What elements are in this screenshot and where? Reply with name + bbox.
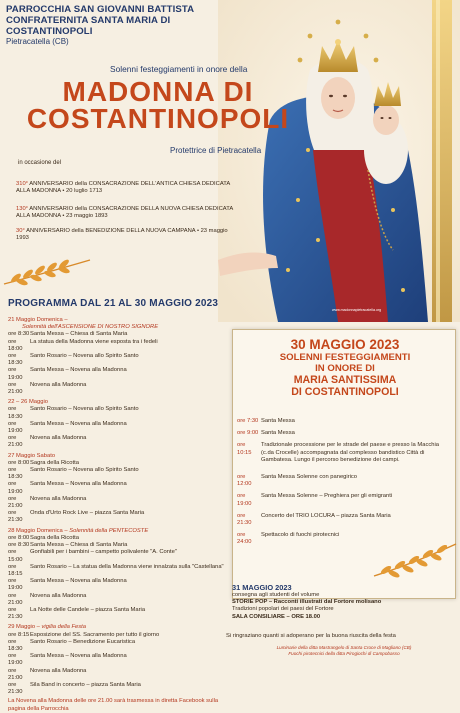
anniversary-item [16,228,236,242]
protectress-label: Protettrice di Pietracatella [170,146,262,155]
program-day [8,624,236,631]
program-day [8,453,236,460]
program-row: ore 21:00 Novena alla Madonna [8,381,87,396]
box-row: ore 21:30 Concerto del TRIO LOCURA – piazza Santa Maria [237,512,391,527]
box-row: ore 24:00 Spettacolo di fuochi pirotecnici [237,532,340,546]
laurel-branch-icon [372,540,458,580]
confraternity-name: CONFRATERNITA SANTA MARIA DI COSTANTINOPOLI [6,15,171,37]
anniversary-text: ANNIVERSARIO della BENEDIZIONE DELLA NUOVA CAMPANA [26,228,196,234]
day-label: 21 Maggio Domenica – [8,317,68,323]
town-name: Pietracatella (CB) [6,37,69,46]
thanks-note: Si ringraziano quanti si adoperano per la buona riuscita della festa [226,633,396,639]
program-row: ore 21:00 Novena alla Madonna [8,495,87,510]
program-day [8,399,236,406]
box-row: ore 7:30 Santa Messa [237,418,295,424]
madonna-statue-image [218,0,460,322]
website-label: www.madonnapietracatella.org [332,308,382,312]
main-title [18,78,298,132]
occasion-label: in occasione del [18,160,62,166]
program-row: ore 8:15 Esposizione del SS. Sacramento per tutto il giorno [8,631,160,638]
program-row: ore 18:30 Santo Rosario – Novena allo Spirito Santo [8,353,139,367]
program-day [8,317,236,331]
box-row: ore 12:00 Santa Messa Solenne con panegirico [237,474,358,488]
program-note: La Novena alla Madonna delle ore 21.00 sarà trasmessa in diretta Facebook sulla pagina della Parrocchia [8,698,219,712]
program-row: ore 21:30 La Notte delle Candele – piazza Santa Maria [8,606,146,621]
anniversary-number: 130° [16,206,28,212]
box-heading [233,337,457,398]
program-row: ore 21:30 Onda d'Urto Rock Live – piazza Santa Maria [8,510,145,524]
may-31-line: STORIE POP – Racconti illustrati dal Fortore molisano [232,599,382,606]
day-subtitle: vigilia della Festa [41,624,86,631]
box-schedule [237,418,453,552]
program-row: ore 18:30 Santo Rosario – Novena allo Spirito Santo [8,467,139,481]
box-line-1: SOLENNI FESTEGGIAMENTI [279,352,411,363]
title-line-2: COSTANTINOPOLI [26,103,290,134]
footer-credits [232,645,456,657]
program-row: ore 18:15 Santo Rosario – La statua della Madonna viene innalzata sulla "Castellana" [8,563,224,577]
program-row: ore 19:00 Santa Messa – Novena alla Madonna [8,367,127,381]
anniversary-date: • 20 luglio 1713 [62,188,103,194]
program-row: ore 19:00 Santa Messa – Novena alla Madonna [8,420,127,435]
may-31-line: consegna agli studenti del volume [232,592,320,598]
box-line-2: IN ONORE DI [315,363,375,374]
may-31-date: 31 MAGGIO 2023 [232,583,292,592]
may-31-section [232,583,452,621]
parish-name: PARROCCHIA SAN GIOVANNI BATTISTA [6,4,195,15]
program-row: ore 8:30 Santa Messa – Chiesa di Santa Maria [8,331,128,338]
program-row: ore 8:30 Santa Messa – Chiesa di Santa Maria [8,542,128,549]
may-31-line: SALA CONSILIARE – ORE 18.00 [232,613,321,620]
box-row: ore 9:00 Santa Messa [237,430,295,437]
program-row: ore 18:30 Santo Rosario – Novena allo Spirito Santo [8,406,139,420]
footer-line: Fuochi pirotecnici della ditta Pirogiochi di Campobasso [288,651,400,656]
box-date: 30 MAGGIO 2023 [290,337,400,352]
anniversary-date: • 23 maggio 1893 [62,213,108,219]
program-row: ore 21:00 Novena alla Madonna [8,667,87,681]
day-subtitle: Solennità dell'ASCENSIONE DI NOSTRO SIGNORE [22,324,159,331]
anniversary-number: 30° [16,228,25,234]
may-31-line: Tradizioni popolari dei paesi del Fortore [232,606,334,613]
anniversary-number: 310° [16,181,28,187]
anniversary-item [16,206,236,220]
program-row: ore 15:00 Gonfiabili per i bambini – campetto polivalente "A. Conte" [8,549,177,563]
program-day [8,528,236,535]
title-line-1: MADONNA DI [62,76,254,107]
laurel-branch-icon [2,254,92,288]
anniversary-text: ANNIVERSARIO della CONSACRAZIONE DELL'ANTICA CHIESA DEDICATA ALLA MADONNA [16,181,230,194]
day-label: 29 Maggio – [8,624,40,631]
anniversary-text: ANNIVERSARIO della CONSACRAZIONE DELLA NUOVA CHIESA DEDICATA ALLA MADONNA [16,206,233,219]
program-row: ore 19:00 Santa Messa – Novena alla Madonna [8,578,127,592]
program-row: ore 19:00 Santa Messa – Novena alla Madonna [8,653,127,667]
program-title: PROGRAMMA DAL 21 AL 30 MAGGIO 2023 [8,298,219,309]
program-row: ore 8:00 Sagra della Ricotta [8,534,79,541]
day-label: 27 Maggio Sabato [8,452,56,459]
anniversary-item [16,181,236,195]
madonna-statue-illustration [218,0,460,322]
program-list [8,314,236,713]
day-label: 22 – 26 Maggio [8,399,48,406]
program-row: ore 21:00 Novena alla Madonna [8,435,87,449]
day-subtitle: Solennità della PENTECOSTE [69,527,149,534]
box-line-3: MARIA SANTISSIMA [293,374,397,386]
anniversary-date: • 23 maggio 1993 [16,228,228,241]
footer-line: Luminarie della ditta Mastrangelo di Santa Croce di Magliano (CB) [276,645,412,650]
subtitle: Solenni festeggiamenti in onore della [110,64,248,74]
program-row: ore 8:00 Sagra della Ricotta [8,459,79,466]
program-row: ore 19:00 Santa Messa – Novena alla Madonna [8,481,127,495]
program-row: ore 18:00 La statua della Madonna viene esposta tra i fedeli [8,338,158,352]
box-row: ore 10:15 Tradizionale processione per le strade del paese e presso la Macchia (c.da Crocelle) accompagnata dal complesso bandistico Città di Gambatesa. Lungo il percorso benedizione dei campi. [237,442,439,463]
box-line-4: DI COSTANTINOPOLI [291,386,399,398]
box-row: ore 19:00 Santa Messa Solenne – Preghiera per gli emigranti [237,493,393,507]
day-label: 28 Maggio Domenica – [8,527,68,534]
program-row: ore 21:00 Novena alla Madonna [8,592,87,606]
program-row: ore 18:30 Santo Rosario – Benedizione Eucaristica [8,638,136,652]
program-row: ore 21:30 Sila Band in concerto – piazza Santa Maria [8,681,141,696]
